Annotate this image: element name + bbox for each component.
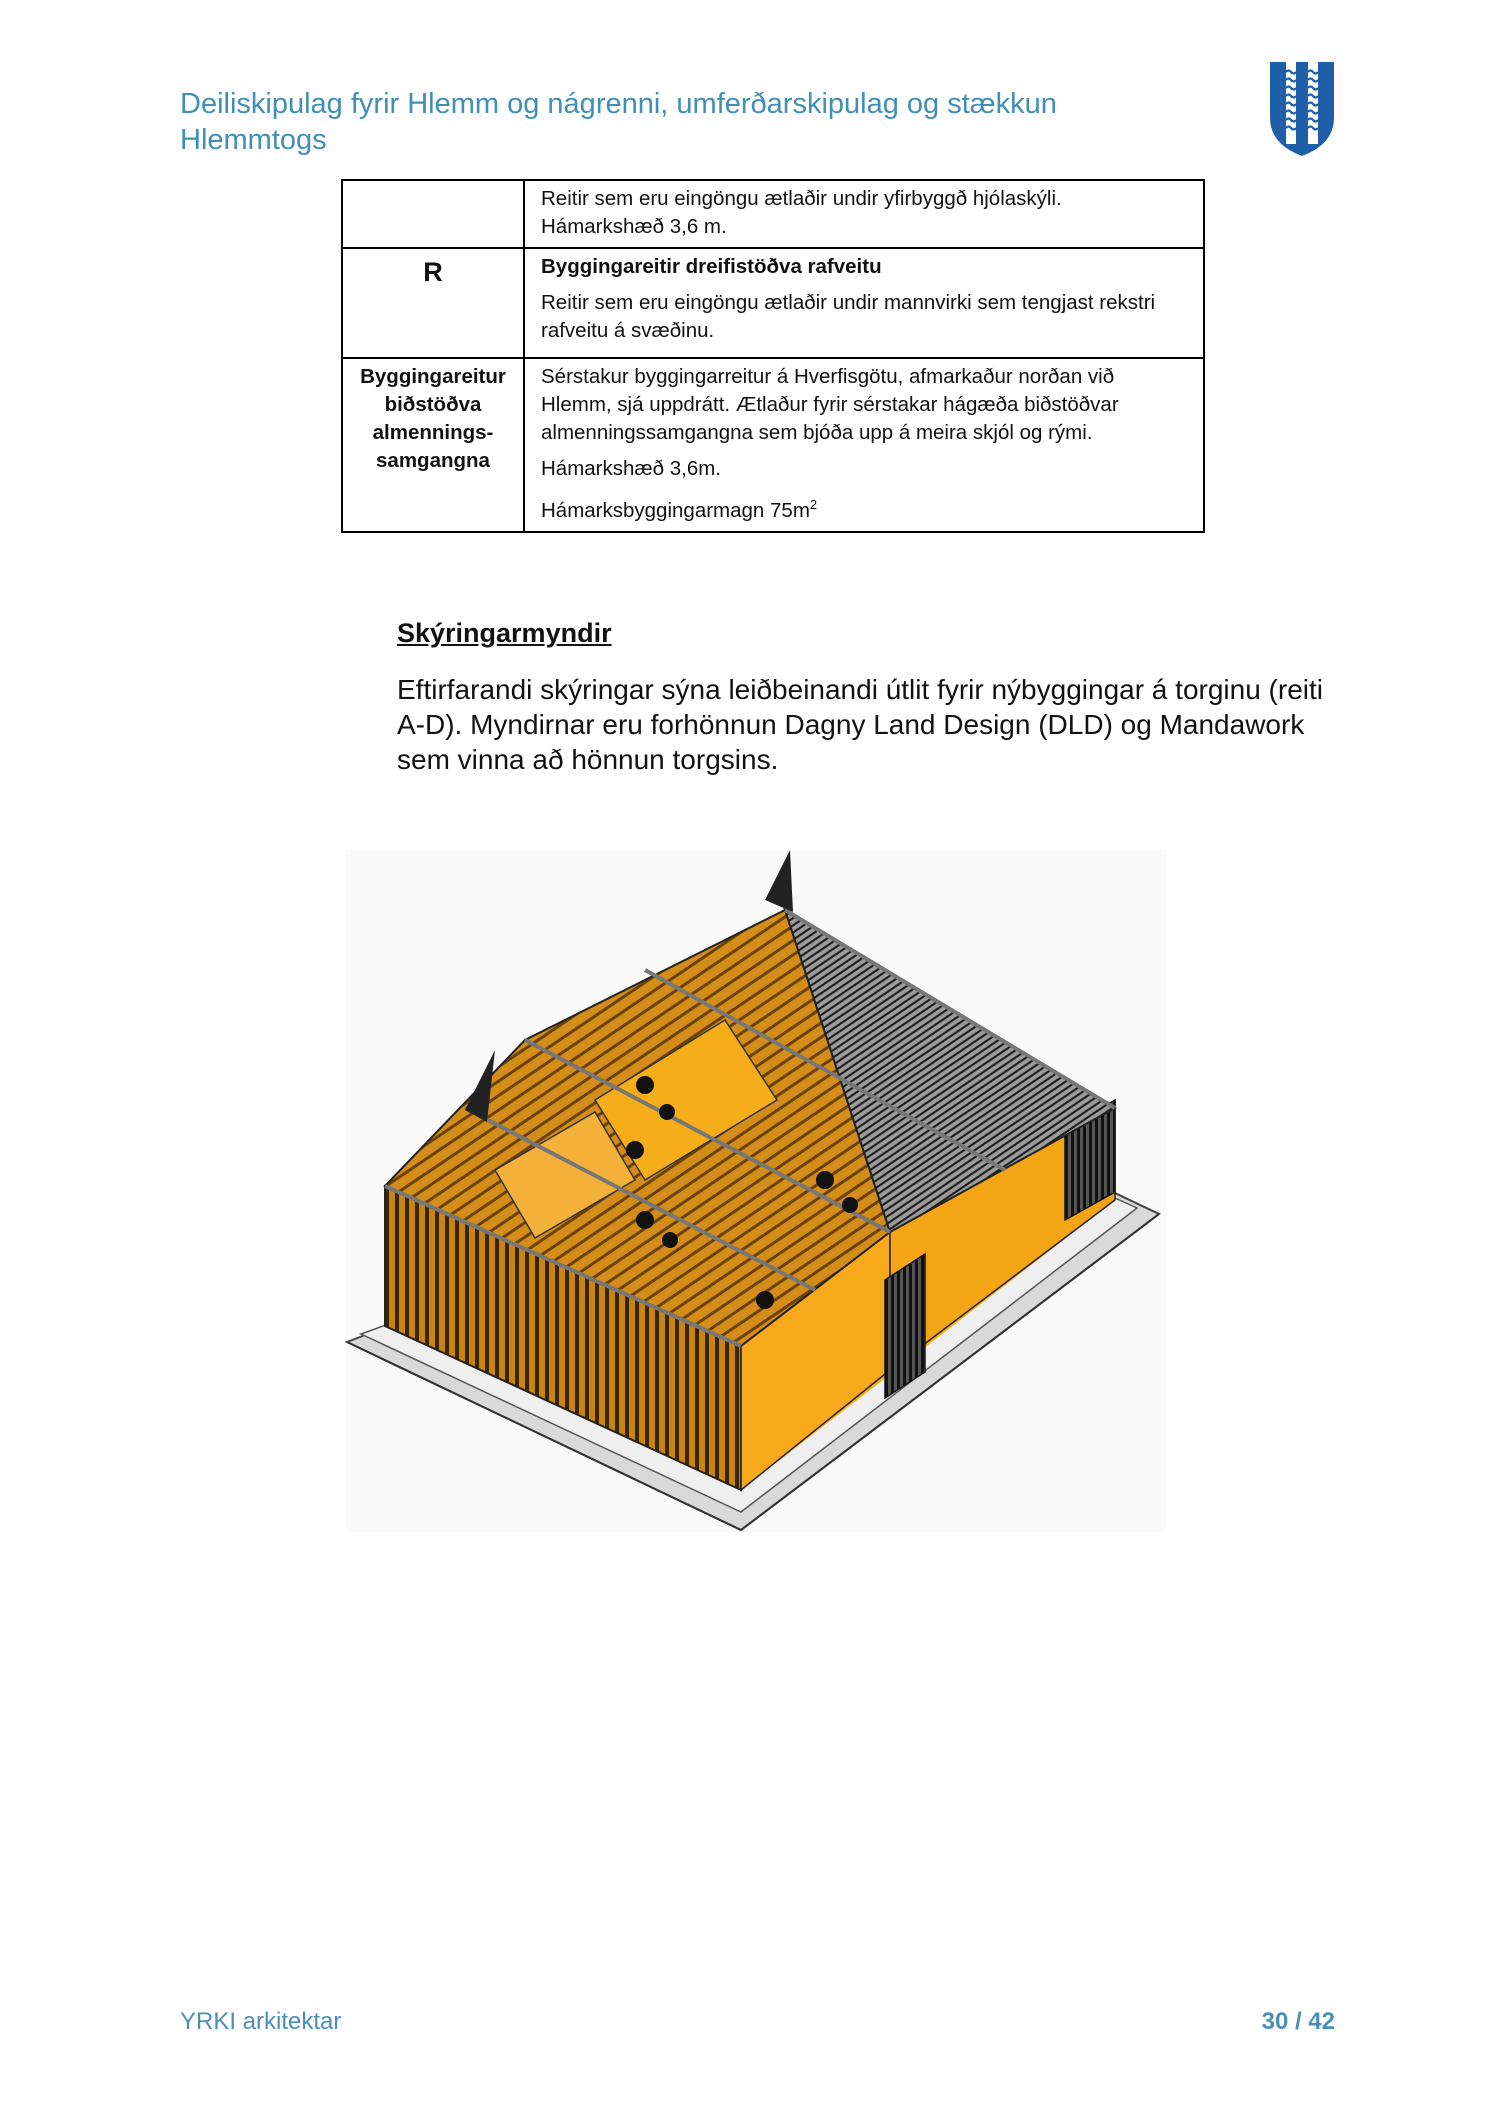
table-code-cell — [342, 358, 524, 532]
table-description-cell — [524, 358, 1204, 532]
area-unit-superscript: 2 — [809, 497, 818, 512]
document-title-line2: Hlemmtogs — [180, 124, 327, 156]
footer-company: YRKI arkitektar — [180, 2008, 342, 2035]
table-description-cell — [524, 248, 1204, 358]
page-number: 30 / 42 — [1261, 2008, 1335, 2035]
table-description-cell — [524, 180, 1204, 248]
max-area-label: Hámarksbyggingarmagn 75m — [541, 498, 810, 522]
document-title — [180, 86, 1180, 158]
table-row — [342, 358, 1204, 532]
table-code-cell — [342, 180, 524, 248]
max-area-text — [541, 491, 1187, 525]
description-text: Sérstakur byggingarreitur á Hverfisgötu, afmarkaður norðan við Hlemm, sjá uppdrátt. Ætlaður fyrir sérstakar hágæða biðstöðvar almenningssamgangna sem bjóða upp á meira skjól og rými. — [541, 365, 1119, 444]
code-line: biðstöðva — [384, 393, 482, 416]
table-row — [342, 248, 1204, 358]
description-line: Reitir sem eru eingöngu ætlaðir undir yfirbyggð hjólaskýli. — [541, 187, 1062, 210]
table-code-cell: R — [342, 248, 524, 358]
code-line: Byggingareitur — [360, 365, 506, 388]
section-heading: Skýringarmyndir — [397, 618, 612, 648]
code-line: samgangna — [376, 449, 490, 472]
document-title-line1: Deiliskipulag fyrir Hlemm og nágrenni, umferðarskipulag og stækkun — [180, 88, 1057, 120]
row-heading: Byggingareitir dreifistöðva rafveitu — [541, 255, 882, 278]
pavilion-axonometric-illustration — [345, 850, 1167, 1532]
building-area-table — [341, 179, 1205, 533]
description-text: Reitir sem eru eingöngu ætlaðir undir mannvirki sem tengjast rekstri rafveitu á svæðinu. — [541, 291, 1156, 342]
section-paragraph: Eftirfarandi skýringar sýna leiðbeinandi útlit fyrir nýbyggingar á torginu (reiti A-D). Myndirnar eru forhönnun Dagny Land Design (DLD) og Mandawork sem vinna að hönnun torgsins. — [397, 674, 1323, 775]
reykjavik-crest-logo — [1268, 60, 1336, 158]
description-line: Hámarkshæð 3,6 m. — [541, 215, 727, 238]
code-line: almennings- — [372, 421, 494, 444]
table-row — [342, 180, 1204, 248]
max-height-text: Hámarkshæð 3,6m. — [541, 457, 722, 480]
